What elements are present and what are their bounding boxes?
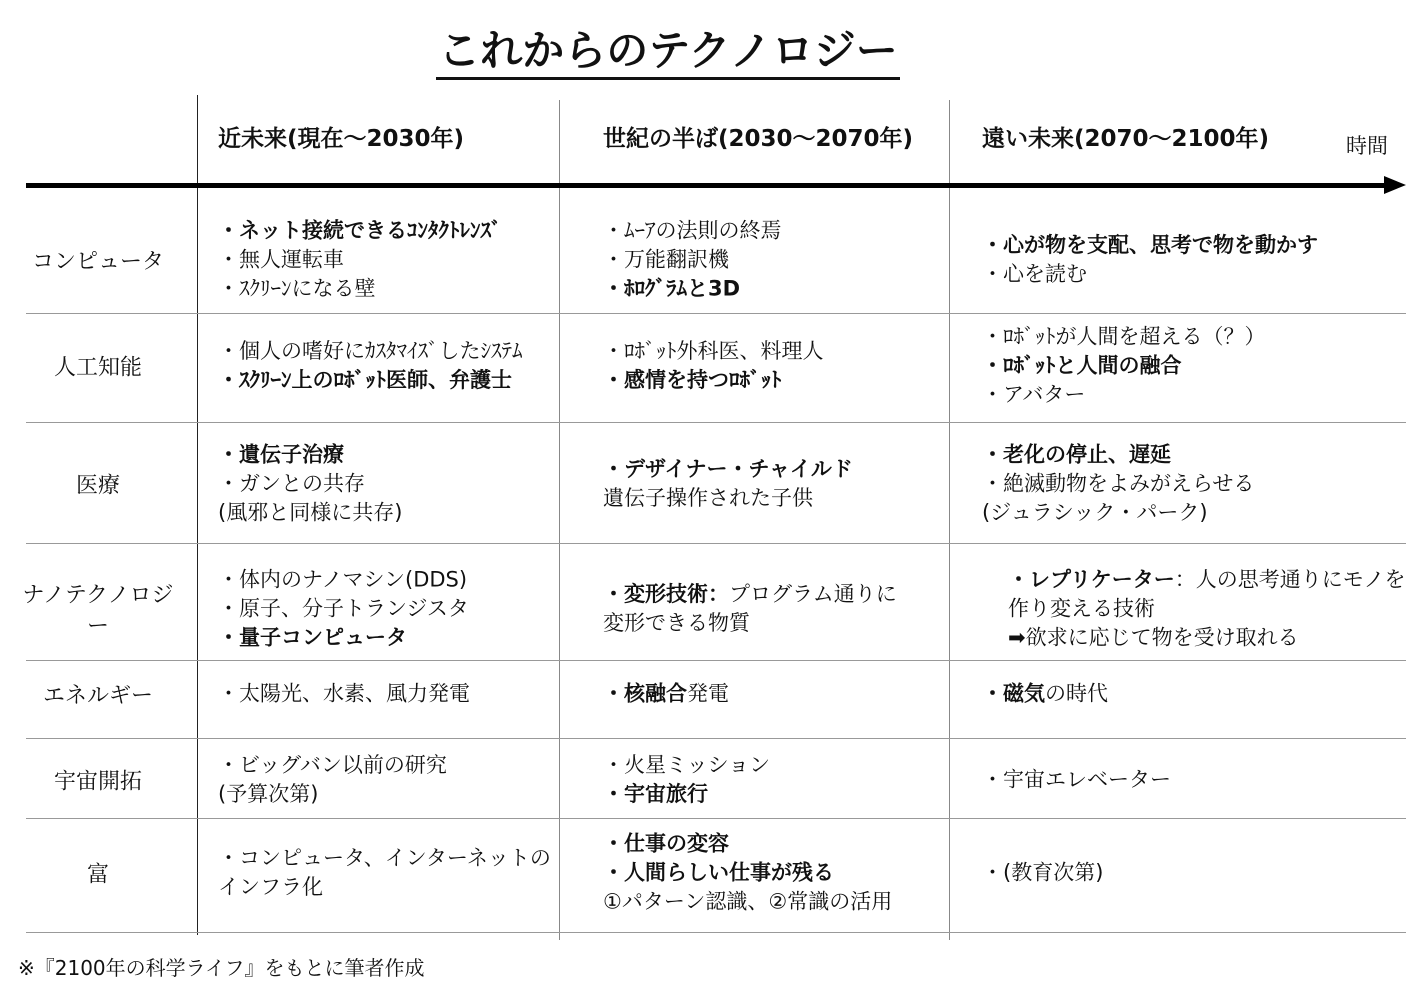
list-item: [218, 751, 447, 780]
list-item: [218, 246, 502, 275]
list-item: [982, 499, 1254, 528]
row-divider: [26, 738, 1406, 739]
row-label: 宇宙開拓: [53, 769, 142, 795]
item-text: 変形できる物質: [603, 611, 750, 635]
list-item: [982, 352, 1266, 381]
item-text: ・老化の停止、遅延: [982, 442, 1171, 467]
list-item: [603, 780, 770, 809]
item-text: ・ﾑｰｱの法則の終焉: [603, 218, 782, 243]
item-text: ・人間らしい仕事が残る: [603, 860, 834, 885]
list-item: [603, 484, 853, 513]
list-item: [218, 441, 402, 470]
table-cell: [603, 217, 782, 304]
item-text: ・ﾎﾛｸﾞﾗﾑと3D: [603, 276, 741, 301]
list-item: [1008, 624, 1406, 653]
row-label: 人工知能: [53, 355, 142, 381]
list-item: [603, 275, 782, 304]
list-item: [982, 260, 1318, 289]
list-item: [982, 231, 1318, 260]
item-text: ・ﾛﾎﾞｯﾄが人間を超える（？）: [982, 324, 1266, 349]
item-text: ・仕事の変容: [603, 831, 729, 856]
row-label: 医療: [75, 473, 120, 499]
list-item: [1008, 595, 1406, 624]
item-text: ・万能翻訳機: [603, 247, 729, 272]
table-cell: [603, 337, 824, 395]
row-divider: [26, 818, 1406, 819]
item-text: ・コンピュータ、インターネットの: [218, 846, 551, 870]
list-item: [982, 859, 1103, 888]
table-cell: [218, 751, 447, 809]
table-cell: [982, 231, 1318, 289]
table-cell: [603, 751, 770, 809]
table-cell: [218, 680, 470, 709]
footnote: ※『2100年の科学ライフ』をもとに筆者作成: [18, 956, 425, 980]
item-text: ・心が物を支配、思考で物を動かす: [982, 233, 1318, 257]
item-text: の時代: [1045, 681, 1108, 706]
era-near-future: 近未来(現在～2030年): [218, 126, 465, 152]
item-text: ・原子、分子トランジスタ: [218, 596, 469, 621]
item-text: ・デザイナー・チャイルド: [603, 457, 853, 481]
list-item: [603, 366, 824, 395]
column-divider: [949, 100, 950, 940]
table-cell: [218, 844, 551, 902]
item-text: ・心を読む: [982, 262, 1087, 286]
table-cell: [982, 766, 1171, 795]
list-item: [982, 381, 1266, 410]
item-text: ・レプリケーター: [1008, 567, 1175, 592]
item-text: ・(教育次第): [982, 860, 1104, 885]
list-item: [982, 766, 1171, 795]
item-text: ・感情を持つﾛﾎﾞｯﾄ: [603, 368, 782, 392]
item-text: ・ガンとの共存: [218, 471, 365, 496]
row-divider: [26, 660, 1406, 661]
list-item: [1008, 566, 1406, 595]
table-cell: [218, 441, 402, 528]
item-text: ・太陽光、水素、風力発電: [218, 681, 470, 706]
item-text: ➡欲求に応じて物を受け取れる: [1008, 625, 1299, 650]
list-item: [218, 624, 469, 653]
item-text: ・核融合: [603, 681, 687, 706]
table-cell: [982, 323, 1266, 410]
item-text: ：人の思考通りにモノを: [1174, 567, 1406, 592]
item-text: ・宇宙旅行: [603, 782, 708, 806]
item-text: ・宇宙エレベーター: [982, 767, 1171, 792]
list-item: [603, 337, 824, 366]
list-item: [218, 844, 551, 873]
item-text: 作り変える技術: [1008, 596, 1155, 621]
column-divider: [197, 95, 198, 935]
list-item: [218, 217, 502, 246]
table-cell: [603, 830, 892, 917]
item-text: ・ﾛﾎﾞｯﾄ外科医、料理人: [603, 339, 824, 363]
list-item: [603, 680, 729, 709]
item-text: 発電: [687, 681, 729, 706]
row-divider: [26, 422, 1406, 423]
time-axis-label: 時間: [1346, 134, 1388, 158]
item-text: ①パターン認識、②常識の活用: [603, 889, 893, 914]
column-divider: [559, 100, 560, 940]
list-item: [603, 888, 892, 917]
row-label: ナノテクノロジー: [22, 583, 174, 639]
list-item: [218, 337, 523, 366]
list-item: [218, 595, 469, 624]
table-cell: [1008, 566, 1406, 653]
item-text: ・ビッグバン以前の研究: [218, 753, 447, 777]
list-item: [218, 873, 551, 902]
list-item: [603, 609, 897, 638]
list-item: [603, 246, 782, 275]
item-text: ・ネット接続できるｺﾝﾀｸﾄﾚﾝｽﾞ: [218, 218, 502, 243]
item-text: ・個人の嗜好にｶｽﾀﾏｲｽﾞしたｼｽﾃﾑ: [218, 339, 523, 363]
era-far-future: 遠い未来(2070～2100年): [982, 126, 1270, 152]
table-cell: [603, 580, 897, 638]
item-text: ・ｽｸﾘｰﾝ上のﾛﾎﾞｯﾄ医師、弁護士: [218, 368, 512, 392]
list-item: [218, 566, 469, 595]
list-item: [982, 441, 1254, 470]
list-item: [218, 470, 402, 499]
item-text: ・ﾛﾎﾞｯﾄと人間の融合: [982, 353, 1182, 378]
era-mid-century: 世紀の半ば(2030～2070年): [603, 126, 914, 152]
table-cell: [218, 566, 469, 653]
item-text: ・遺伝子治療: [218, 442, 344, 467]
row-label: コンピュータ: [31, 249, 164, 275]
item-text: ・量子コンピュータ: [218, 625, 407, 650]
list-item: [218, 275, 502, 304]
table-cell: [603, 455, 853, 513]
list-item: [218, 680, 470, 709]
list-item: [982, 680, 1108, 709]
list-item: [603, 859, 892, 888]
timeline-arrow: [26, 183, 1388, 188]
item-text: インフラ化: [218, 875, 323, 899]
item-text: ・無人運転車: [218, 247, 344, 272]
table-cell: [982, 859, 1103, 888]
page-title: これからのテクノロジー: [0, 18, 1336, 78]
item-text: (風邪と同様に共存): [218, 500, 403, 525]
item-text: プログラム通りに: [729, 582, 897, 606]
list-item: [603, 580, 897, 609]
row-divider: [26, 543, 1406, 544]
table-cell: [603, 680, 729, 709]
item-text: ・体内のナノマシン(DDS): [218, 567, 468, 592]
table-cell: [218, 217, 502, 304]
row-divider: [26, 932, 1406, 933]
item-text: ・ｽｸﾘｰﾝになる壁: [218, 276, 376, 301]
item-text: (予算次第): [218, 782, 319, 806]
list-item: [603, 751, 770, 780]
list-item: [603, 455, 853, 484]
item-text: ・変形技術：: [603, 582, 729, 606]
list-item: [982, 470, 1254, 499]
list-item: [603, 830, 892, 859]
row-label: 富: [86, 862, 109, 888]
list-item: [218, 499, 402, 528]
list-item: [218, 780, 447, 809]
table-cell: [982, 680, 1108, 709]
item-text: ・火星ミッション: [603, 753, 771, 777]
list-item: [603, 217, 782, 246]
list-item: [982, 323, 1266, 352]
item-text: ・磁気: [982, 681, 1045, 706]
arrow-head-icon: [1384, 176, 1406, 194]
table-cell: [218, 337, 523, 395]
item-text: ・アバター: [982, 382, 1086, 407]
table-cell: [982, 441, 1254, 528]
item-text: (ジュラシック・パーク): [982, 500, 1208, 525]
item-text: 遺伝子操作された子供: [603, 486, 813, 510]
row-divider: [26, 313, 1406, 314]
row-label: エネルギー: [42, 683, 153, 709]
item-text: ・絶滅動物をよみがえらせる: [982, 471, 1255, 496]
list-item: [218, 366, 523, 395]
